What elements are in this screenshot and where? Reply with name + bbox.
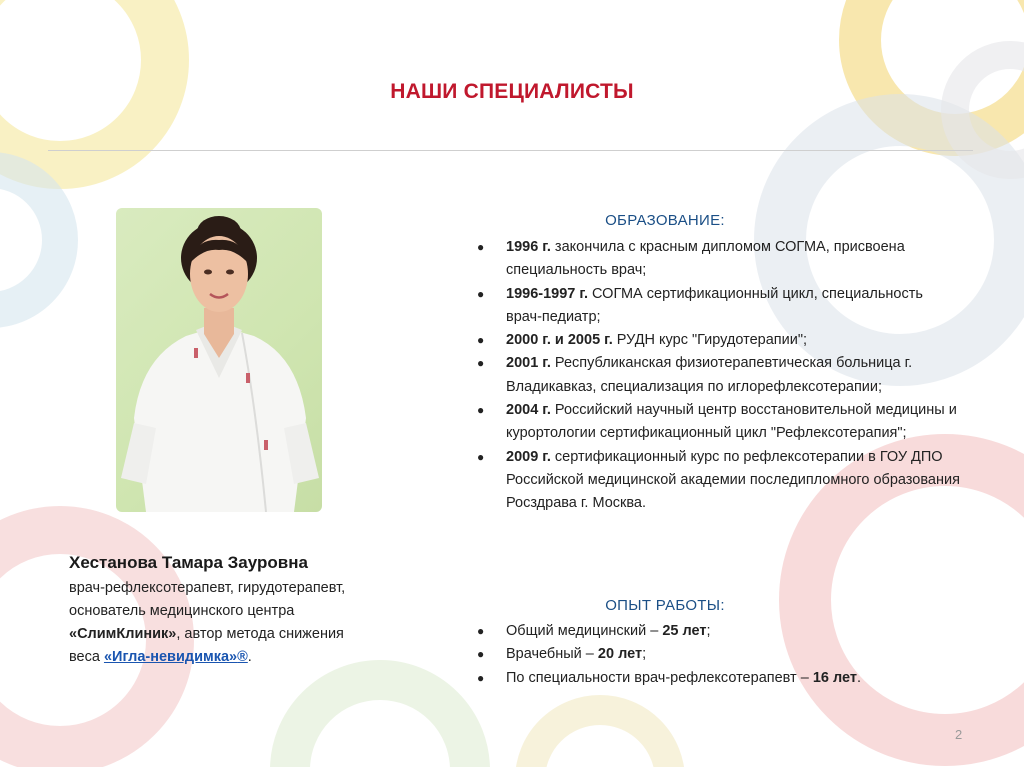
exp-value: 16 лет xyxy=(812,669,857,686)
list-item xyxy=(477,667,957,690)
experience-title: ОПЫТ РАБОТЫ: xyxy=(605,597,725,614)
list-item xyxy=(477,329,946,352)
bullet-icon: ● xyxy=(477,240,485,254)
list-item xyxy=(477,352,926,399)
bio-text: , автор метода снижения xyxy=(176,626,344,642)
list-item xyxy=(477,399,976,446)
edu-year: 2004 г. xyxy=(506,402,551,419)
specialist-bio xyxy=(69,577,419,669)
bullet-icon: ● xyxy=(477,624,485,638)
education-title: ОБРАЗОВАНИЕ: xyxy=(605,212,725,229)
page-number: 2 xyxy=(955,727,963,742)
exp-end: ; xyxy=(642,646,647,663)
edu-year: 1996-1997 г. xyxy=(506,285,588,302)
bio-end: . xyxy=(247,649,252,665)
registered-mark[interactable]: ® xyxy=(237,649,248,665)
edu-year: 1996 г. xyxy=(506,239,551,255)
bio-line: врач-рефлексотерапевт, гирудотерапевт, xyxy=(69,580,346,596)
education-list xyxy=(477,236,960,516)
bullet-icon: ● xyxy=(477,403,485,418)
exp-value: 20 лет xyxy=(597,646,643,663)
portrait-illustration xyxy=(116,208,322,512)
edu-text: Республиканская физиотерапевтическая больница г. Владикавказ, специализация по иглорефлексотерапии; xyxy=(506,355,913,395)
specialist-name: Хестанова Тамара Зауровна xyxy=(69,553,308,572)
edu-text: Российский научный центр восстановительной медицины и курортологии сертификационный цикл "Рефлексотерапия"; xyxy=(506,402,957,442)
bio-text: веса xyxy=(69,649,104,665)
exp-value: 25 лет xyxy=(662,623,707,639)
bullet-icon: ● xyxy=(477,333,485,348)
bullet-icon: ● xyxy=(477,647,485,662)
clinic-name: «СлимКлиник» xyxy=(69,626,177,642)
bullet-icon: ● xyxy=(477,670,485,685)
page-title: НАШИ СПЕЦИАЛИСТЫ xyxy=(390,80,634,103)
title-divider xyxy=(48,150,973,151)
list-item xyxy=(477,643,957,666)
edu-text: сертификационный курс по рефлексотерапии в ГОУ ДПО Российской медицинской академии последипломного образования Росздрава г. Москва. xyxy=(506,448,960,512)
edu-year: 2000 г. и 2005 г. xyxy=(506,332,613,349)
edu-text: закончила с красным дипломом СОГМА, присвоена специальность врач; xyxy=(506,239,905,279)
bullet-icon: ● xyxy=(477,356,485,371)
edu-text: СОГМА сертификационный цикл, специальность врач-педиатр; xyxy=(506,285,923,325)
bullet-icon: ● xyxy=(477,286,485,301)
list-item xyxy=(477,620,957,643)
list-item xyxy=(477,446,976,516)
experience-list xyxy=(477,620,957,690)
edu-year: 2009 г. xyxy=(506,448,551,465)
exp-end: ; xyxy=(706,623,711,639)
bio-line: основатель медицинского центра xyxy=(69,603,295,619)
exp-text: Общий медицинский – xyxy=(506,623,663,639)
bio-line xyxy=(69,646,419,669)
specialist-photo xyxy=(116,208,322,512)
bullet-icon: ● xyxy=(477,449,485,464)
bio-line xyxy=(69,623,419,646)
list-item xyxy=(477,283,926,330)
exp-text: По специальности врач-рефлексотерапевт – xyxy=(506,669,813,686)
edu-text: РУДН курс "Гирудотерапии"; xyxy=(612,332,808,349)
exp-text: Врачебный – xyxy=(506,646,598,663)
list-item xyxy=(477,236,926,283)
method-link[interactable] xyxy=(104,649,248,665)
method-link-text[interactable]: «Игла-невидимка» xyxy=(103,649,238,665)
edu-year: 2001 г. xyxy=(506,355,551,372)
exp-end: . xyxy=(856,669,862,686)
